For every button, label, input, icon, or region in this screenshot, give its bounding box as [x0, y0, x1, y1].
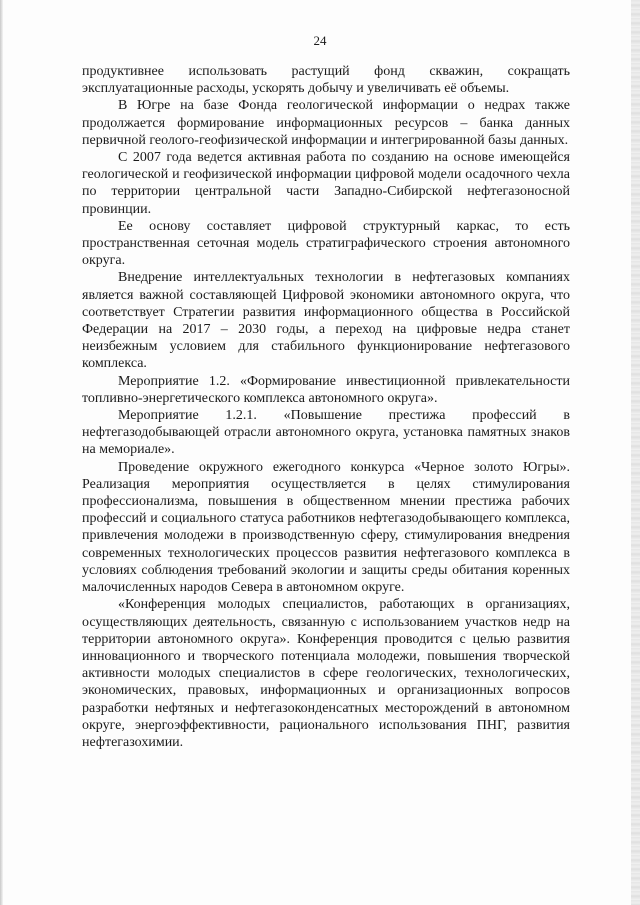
paragraph-young-specialists-conference: «Конференция молодых специалистов, работающих в организациях, осуществляющих деятельность, связанную с использованием участков недр на территории автономного округа». Конференция проводится с целью развития инновационного и творческого потенциала молодежи, повышения творческой активности молодых специалистов в сфере геологических, технологических, экономических, правовых, информационных и организационных вопросов разработки нефтяных и нефтегазоконденсатных месторождений в автономном округе, энергоэффективности, рационального использования ПНГ, развития нефтегазохимии.: [82, 597, 570, 750]
scan-left-edge: [0, 0, 3, 905]
paragraph-continuation: продуктивнее использовать растущий фонд скважин, сокращать эксплуатационные расходы, ускорять добычу и увеличивать её объемы.: [82, 64, 570, 97]
paragraph-structural-frame: Ее основу составляет цифровой структурный каркас, то есть пространственная сеточная модель стратиграфического строения автономного округа.: [82, 218, 570, 269]
document-body: [82, 63, 570, 751]
paragraph-intelligent-tech: Внедрение интеллектуальных технологии в нефтегазовых компаниях является важной составляющей Цифровой экономики автономного округа, что соответствует Стратегии развития информационного общества в Российской Федерации на 2017 – 2030 годы, а переход на цифровые недра станет неизбежным условием для стабильного функционирование нефтегазового комплекса.: [82, 270, 570, 372]
page-number: 24: [313, 33, 327, 48]
paragraph-fund-geoinfo: В Югре на базе Фонда геологической информации о недрах также продолжается формирование информационных ресурсов – банка данных первичной геолого-геофизической информации и интегрированной базы данных.: [82, 98, 570, 148]
scan-right-edge: [631, 0, 640, 905]
paragraph-black-gold-contest: Проведение окружного ежегодного конкурса «Черное золото Югры». Реализация мероприятия осуществляется в целях стимулирования профессионализма, повышения в общественном мнении престижа рабочих профессий и социального статуса работников нефтегазодобывающего комплекса, привлечения молодежи в производственную сферу, стимулирования внедрения современных технологических процессов развития нефтегазового комплекса в условиях соблюдения требований экологии и защиты среды обитания коренных малочисленных народов Севера в автономном округе.: [82, 459, 570, 596]
paragraph-digital-model: С 2007 года ведется активная работа по созданию на основе имеющейся геологической и геофизической информации цифровой модели осадочного чехла по территории центральной части Западно-Сибирской нефтегазоносной провинции.: [82, 150, 570, 217]
paragraph-measure-1-2: Мероприятие 1.2. «Формирование инвестиционной привлекательности топливно-энергетического комплекса автономного округа».: [82, 373, 570, 406]
paragraph-measure-1-2-1: Мероприятие 1.2.1. «Повышение престижа профессий в нефтегазодобывающей отрасли автономного округа, установка памятных знаков на мемориале».: [82, 408, 570, 458]
